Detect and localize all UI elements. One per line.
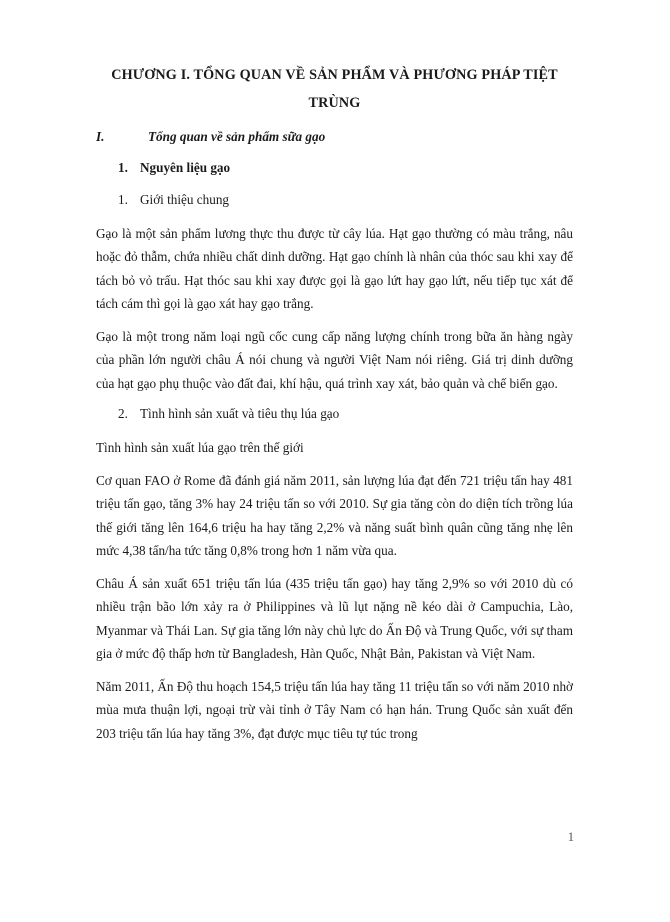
paragraph-asia-production: Châu Á sản xuất 651 triệu tấn lúa (435 triệu tấn gạo) hay tăng 2,9% so với 2010 dù có nhiều trận bão lớn xảy ra ở Philippines và lũ lụt nặng nề kéo dài ở Campuchia, Lào, Myanmar và Thái Lan. Sự gia tăng lớn này chủ lực do Ấn Độ và Trung Quốc, với sự tham gia ở mức độ thấp hơn từ Bangladesh, Hàn Quốc, Nhật Bản, Pakistan và Việt Nam. — [96, 575, 573, 662]
section-heading-level2 — [96, 158, 573, 178]
paragraph-rice-definition: Gạo là một sản phẩm lương thực thu được từ cây lúa. Hạt gạo thường có màu trắng, nâu hoặc đỏ thẫm, chứa nhiều chất dinh dưỡng. Hạt gạo chính là nhân của thóc sau khi xay để tách bỏ vỏ trấu. Hạt thóc sau khi xay được gọi là gạo lứt hay gạo lứt, nếu tiếp tục xát để tách cám thì gọi là gạo xát hay gạo trắng. — [96, 225, 573, 312]
section-number-level3-production: 2. — [118, 406, 128, 422]
paragraph-india-china-production: Năm 2011, Ấn Độ thu hoạch 154,5 triệu tấn lúa hay tăng 11 triệu tấn so với năm 2010 nhờ mùa mưa thuận lợi, ngoại trừ vài tỉnh ở Tây Nam có hạn hán. Trung Quốc sản xuất đến 203 triệu tấn lúa hay tăng 3%, đạt được mục tiêu tự túc trong — [96, 678, 574, 741]
section-number-level2: 1. — [118, 160, 128, 176]
section-label-level3-intro: Giới thiệu chung — [140, 191, 230, 207]
section-heading-level3-intro — [96, 190, 573, 210]
paragraph-rice-nutrition: Gạo là một trong năm loại ngũ cốc cung cấp năng lượng chính trong bữa ăn hàng ngày của phần lớn người châu Á nói chung và người Việt Nam nói riêng. Giá trị dinh dưỡng của hạt gạo phụ thuộc vào đất đai, khí hậu, quá trình xay xát, bảo quản và chế biến gạo. — [96, 328, 573, 391]
document-content — [96, 62, 573, 754]
section-heading-roman — [96, 127, 573, 147]
section-heading-level3-production — [96, 404, 573, 424]
page-number: 1 — [567, 830, 574, 844]
section-number-roman: I. — [96, 129, 105, 145]
section-label-roman: Tổng quan về sản phẩm sữa gạo — [148, 129, 326, 145]
section-number-level3-intro: 1. — [118, 191, 128, 207]
paragraph-fao-statistics: Cơ quan FAO ở Rome đã đánh giá năm 2011, sản lượng lúa đạt đến 721 triệu tấn hay 481 triệu tấn gạo, tăng 3% hay 24 triệu tấn so với 2010. Sự gia tăng còn do diện tích trồng lúa thế giới tăng lên 164,6 triệu ha hay tăng 2,2% và năng suất bình quân cũng tăng nhẹ lên mức 4,38 tấn/ha tức tăng 0,8% trong hơn 1 năm vừa qua. — [96, 472, 573, 559]
page-title: CHƯƠNG I. TỔNG QUAN VỀ SẢN PHẨM VÀ PHƯƠNG PHÁP TIỆT TRÙNG — [111, 67, 558, 111]
section-label-level3-production: Tình hình sản xuất và tiêu thụ lúa gạo — [140, 406, 340, 422]
section-label-level2: Nguyên liệu gạo — [140, 160, 231, 176]
paragraph-world-production-lead: Tình hình sản xuất lúa gạo trên thế giới — [96, 440, 304, 456]
